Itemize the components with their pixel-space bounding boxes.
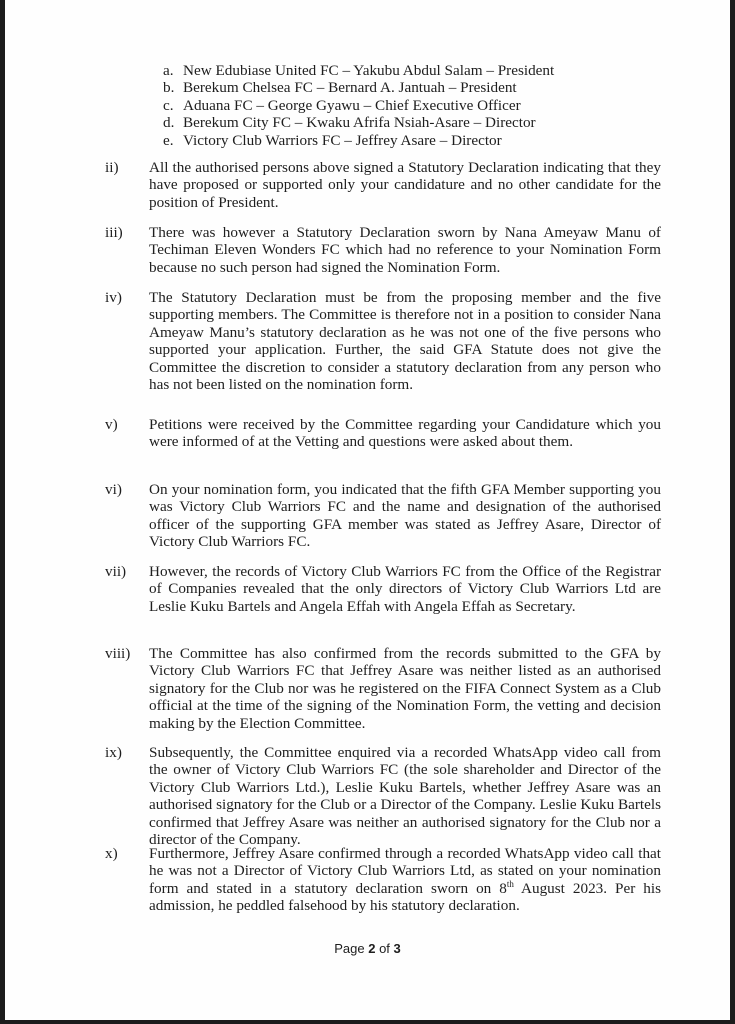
list-item [163, 62, 554, 79]
paragraph-text: The Statutory Declaration must be from the proposing member and the five supporting members. The Committee is therefore not in a position to consider Nana Ameyaw Manu’s statutory declaration as he was not one of the five persons who supported your application. Further, the said GFA Statute does not give the Committee the discretion to consider a statutory declaration from any person who has not been listed on the nomination form. [149, 289, 661, 394]
paragraph-number: vi) [105, 481, 122, 498]
list-text: Berekum Chelsea FC – Bernard A. Jantuah – President [183, 79, 517, 97]
paragraph-text: Subsequently, the Committee enquired via a recorded WhatsApp video call from the owner of Victory Club Warriors FC (the sole shareholder and Director of the Victory Club Warriors Ltd.), Leslie Kuku Bartels, whether Jeffrey Asare was an authorised signatory for the Club or a Director of the Company. Leslie Kuku Bartels confirmed that Jeffrey Asare was neither an authorised signatory for the Club nor a director of the Company. [149, 744, 661, 849]
paragraph-iv [105, 289, 661, 393]
paragraph-text: Petitions were received by the Committee regarding your Candidature which you were informed of at the Vetting and questions were asked about them. [149, 416, 661, 451]
list-text: Berekum City FC – Kwaku Afrifa Nsiah-Asare – Director [183, 114, 536, 132]
paragraph-text: There was however a Statutory Declaration sworn by Nana Ameyaw Manu of Techiman Eleven Wonders FC which had no reference to your Nomination Form because no such person had signed the Nomination Form. [149, 224, 661, 276]
paragraph-text: The Committee has also confirmed from the records submitted to the GFA by Victory Club Warriors FC that Jeffrey Asare was neither listed as an authorised signatory for the Club nor was he registered on the FIFA Connect System as a Club official at the time of the signing of the Nomination Form, the vetting and decision making by the Election Committee. [149, 645, 661, 732]
total-page-number: 3 [393, 941, 401, 956]
paragraph-number: viii) [105, 645, 131, 662]
paragraph-text: However, the records of Victory Club Warriors FC from the Office of the Registrar of Companies revealed that the only directors of Victory Club Warriors Ltd are Leslie Kuku Bartels and Angela Effah with Angela Effah as Secretary. [149, 563, 661, 615]
paragraph-text [149, 845, 661, 915]
paragraph-text: On your nomination form, you indicated that the fifth GFA Member supporting you was Victory Club Warriors FC and the name and designation of the authorised officer of the supporting GFA member was stated as Jeffrey Asare, Director of Victory Club Warriors FC. [149, 481, 661, 551]
list-letter: a. [163, 62, 174, 79]
paragraph-number: x) [105, 845, 118, 862]
list-text: Aduana FC – George Gyawu – Chief Executive Officer [183, 96, 521, 114]
paragraph-text: All the authorised persons above signed a Statutory Declaration indicating that they have proposed or supported only your candidature and no other candidate for the position of President. [149, 159, 661, 211]
paragraph-vi [105, 481, 661, 551]
list-letter: d. [163, 114, 175, 132]
paragraph-number: ii) [105, 159, 119, 176]
paragraph-text-part: Furthermore, Jeffrey Asare confirmed through a recorded WhatsApp video call that he was not a Director of Victory Club Warriors Ltd, as stated on your nomination form and stated in a statutory declaration sworn on 8 [149, 845, 661, 897]
paragraph-number: iii) [105, 224, 123, 241]
paragraph-number: vii) [105, 563, 127, 580]
footer-middle: of [375, 941, 394, 956]
current-page-number: 2 [368, 941, 376, 956]
document-page [5, 0, 730, 1020]
list-letter: b. [163, 79, 175, 97]
list-item [163, 97, 554, 114]
paragraph-v [105, 416, 661, 451]
page-footer [5, 941, 730, 956]
paragraph-viii [105, 645, 661, 732]
paragraph-text-part: August 2023. Per his admission, he peddled falsehood by his statutory declaration. [149, 879, 661, 915]
list-letter: c. [163, 96, 174, 114]
list-item [163, 114, 554, 131]
list-letter: e. [163, 131, 174, 149]
authorised-persons-list [163, 62, 554, 149]
list-text: Victory Club Warriors FC – Jeffrey Asare – Director [183, 131, 502, 149]
footer-prefix: Page [334, 941, 369, 956]
list-text: New Edubiase United FC – Yakubu Abdul Salam – President [183, 62, 555, 79]
paragraph-x [105, 845, 661, 915]
paragraph-number: iv) [105, 289, 122, 306]
paragraph-vii [105, 563, 661, 615]
paragraph-ix [105, 744, 661, 848]
paragraph-iii [105, 224, 661, 276]
paragraph-number: v) [105, 416, 118, 433]
paragraph-ii [105, 159, 661, 211]
list-item [163, 132, 554, 149]
paragraph-number: ix) [105, 744, 122, 761]
ordinal-suffix: th [506, 878, 514, 889]
list-item [163, 79, 554, 96]
